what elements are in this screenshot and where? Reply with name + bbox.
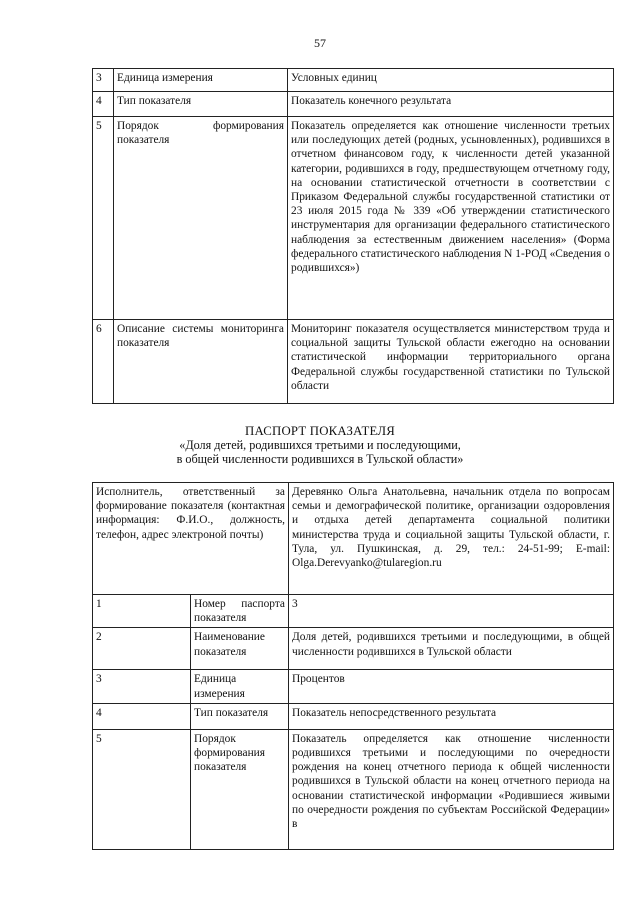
- table-row: [93, 595, 614, 628]
- row-number: 4: [93, 703, 191, 729]
- passport-subtitle-line-2: в общей численности родившихся в Тульской области»: [176, 452, 464, 466]
- row-label: Номер паспорта показателя: [191, 595, 289, 628]
- table-row: [93, 628, 614, 670]
- table-row: [93, 670, 614, 703]
- row-value: Показатель непосредственного результата: [289, 703, 614, 729]
- row-label: Описание системы мониторинга показателя: [114, 320, 288, 404]
- table-row: [93, 92, 614, 117]
- row-label: Порядок формирования показателя: [191, 729, 289, 849]
- row-label: Единица измерения: [191, 670, 289, 703]
- row-number: 1: [93, 595, 191, 628]
- table-row: [93, 117, 614, 320]
- row-value: Показатель определяется как отношение численности третьих или последующих детей (родных, усыновленных), родившихся в отчетном финансовом году, к численности детей указанной категории, родившихся в году, предшествующем отчетному году, на основании статистической отчетности в соответствии с Приказом Федеральной службы государственной статистики от 23 июля 2015 года № 339 «Об утверждении статистического инструментария для организации федерального статистического наблюдения за естественным движением населения» (Форма федерального статистического наблюдения N 1-РОД «Сведения о родившихся»): [288, 117, 614, 320]
- row-value: Показатель определяется как отношение численности родившихся третьими и последующими по очередности рождения на конец отчетного периода к общей численности родившихся в Тульской области на конец отчетного периода на основании статистической информации «Родившиеся живыми по очередности рождения по субъектам Российской Федерации» в: [289, 729, 614, 849]
- table-row: [93, 320, 614, 404]
- table-row: [93, 703, 614, 729]
- row-value: Показатель конечного результата: [288, 92, 614, 117]
- row-number: 3: [93, 670, 191, 703]
- row-value: Мониторинг показателя осуществляется министерством труда и социальной защиты Тульской области ежегодно на основании статистической информации территориального органа Федеральной службы государственной статистики по Тульской области: [288, 320, 614, 404]
- row-value: 3: [289, 595, 614, 628]
- row-value: Доля детей, родившихся третьими и последующими, в общей численности родившихся в Тульской области: [289, 628, 614, 670]
- table-row: [93, 69, 614, 92]
- passport-subtitle-line-1: «Доля детей, родившихся третьими и последующими,: [179, 438, 461, 452]
- row-label: Наименование показателя: [191, 628, 289, 670]
- top-indicator-table: [92, 68, 614, 404]
- row-label: Тип показателя: [114, 92, 288, 117]
- row-number: 2: [93, 628, 191, 670]
- row-number: 5: [93, 117, 114, 320]
- row-label: Единица измерения: [114, 69, 288, 92]
- row-value: Условных единиц: [288, 69, 614, 92]
- table-row: [93, 483, 614, 595]
- row-number: 5: [93, 729, 191, 849]
- passport-title: [0, 424, 640, 466]
- row-number: 3: [93, 69, 114, 92]
- row-label: Порядок формирования показателя: [114, 117, 288, 320]
- executor-value: Деревянко Ольга Анатольевна, начальник отдела по вопросам семьи и демографической политике, организации оздоровления и отдыха детей департамента социальной политики министерства труда и социальной защиты Тульской области, г. Тула, ул. Пушкинская, д. 29, тел.: 24-51-99; E-mail: Olga.Derevyanko@tularegion.ru: [289, 483, 614, 595]
- row-label: Тип показателя: [191, 703, 289, 729]
- passport-heading: ПАСПОРТ ПОКАЗАТЕЛЯ: [245, 424, 395, 438]
- passport-table: [92, 482, 614, 850]
- table-row: [93, 729, 614, 849]
- page-number: 57: [314, 36, 326, 50]
- row-number: 4: [93, 92, 114, 117]
- row-number: 6: [93, 320, 114, 404]
- executor-label: Исполнитель, ответственный за формирование показателя (контактная информация: Ф.И.О., должность, телефон, адрес электроной почты): [93, 483, 289, 595]
- row-value: Процентов: [289, 670, 614, 703]
